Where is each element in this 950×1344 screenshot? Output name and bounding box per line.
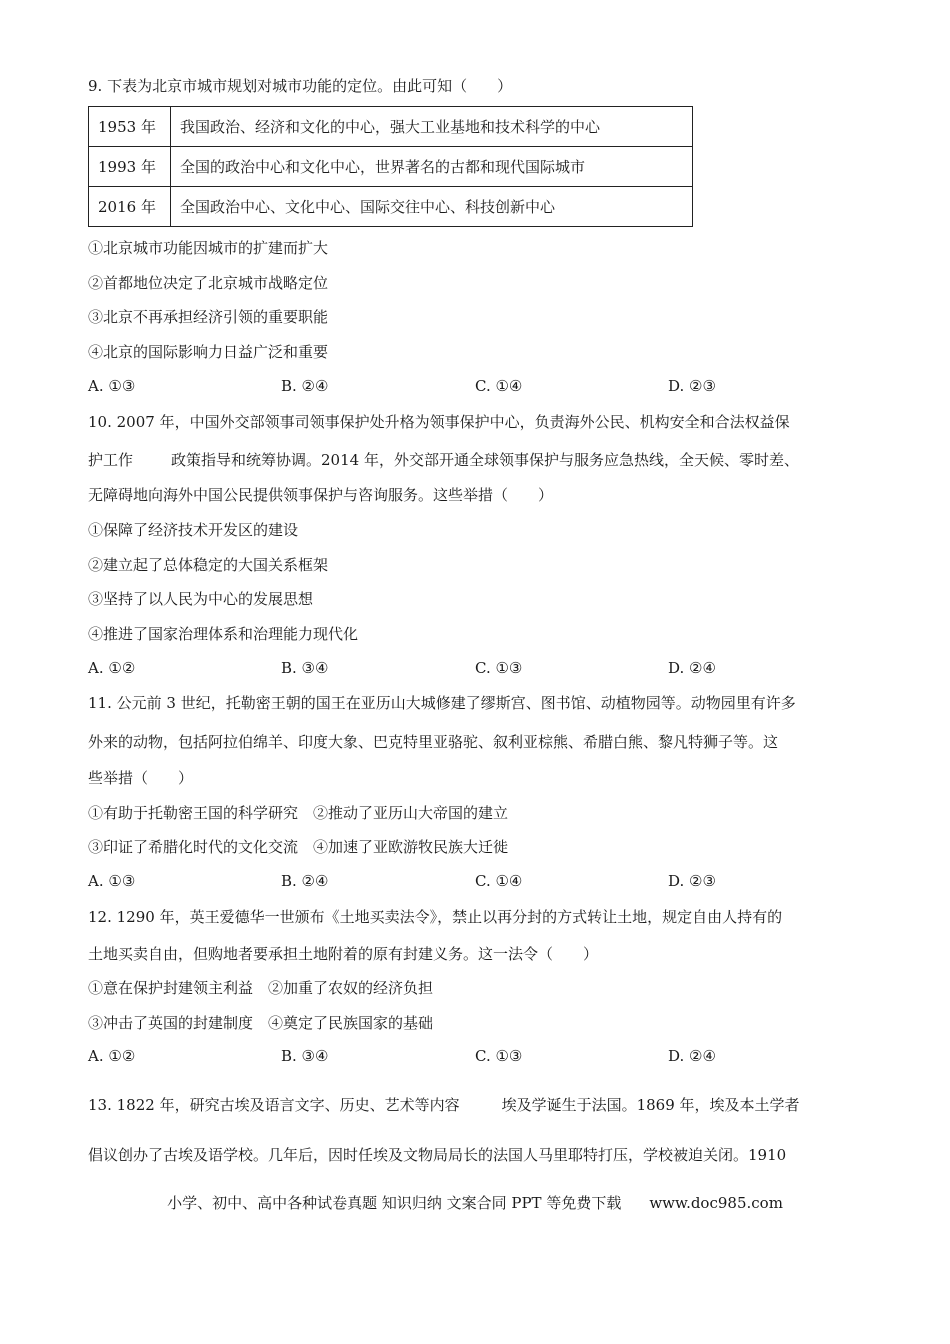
- q10-item-4: ④推进了国家治理体系和治理能力现代化: [88, 625, 359, 643]
- q12-item-3: ③冲击了英国的封建制度: [88, 1014, 254, 1032]
- q12-item-4: ④奠定了民族国家的基础: [268, 1014, 434, 1032]
- q10-stem-line-2: [88, 450, 799, 470]
- table-year-cell: 1953 年: [89, 107, 171, 147]
- table-year-cell: 2016 年: [89, 187, 171, 227]
- q10-stem-line-3: 无障碍地向海外中国公民提供领事保护与咨询服务。这些举措（ ）: [88, 486, 554, 504]
- q11-option-d[interactable]: D. ②③: [668, 872, 716, 890]
- q10-stem-line-2a: 护工作: [88, 451, 134, 469]
- q12-item-1: ①意在保护封建领主利益: [88, 979, 254, 997]
- q10-option-a[interactable]: A. ①②: [88, 659, 136, 677]
- q9-option-d[interactable]: D. ②③: [668, 377, 716, 395]
- table-year-cell: 1993 年: [89, 147, 171, 187]
- q11-item-4: ④加速了亚欧游牧民族大迁徙: [313, 838, 509, 856]
- q12-item-2: ②加重了农奴的经济负担: [268, 979, 434, 997]
- table-desc-cell: 全国政治中心、文化中心、国际交往中心、科技创新中心: [171, 187, 693, 227]
- q11-stem-line-3: 些举措（ ）: [88, 769, 194, 787]
- page-footer: [0, 1192, 950, 1213]
- q12-option-c[interactable]: C. ①③: [475, 1047, 523, 1065]
- footer-url[interactable]: www.doc985.com: [649, 1194, 783, 1212]
- q10-option-d[interactable]: D. ②④: [668, 659, 716, 677]
- q13-stem-line-1b: 埃及学诞生于法国。1869 年，埃及本土学者: [501, 1096, 800, 1114]
- q13-stem-line-1a: 13. 1822 年，研究古埃及语言文字、历史、艺术等内容: [88, 1096, 460, 1114]
- q9-item-2: ②首都地位决定了北京城市战略定位: [88, 274, 329, 292]
- q11-items-row-1: [88, 803, 508, 823]
- q12-stem-line-2: 土地买卖自由，但购地者要承担土地附着的原有封建义务。这一法令（ ）: [88, 945, 599, 963]
- q10-option-b[interactable]: B. ③④: [281, 659, 329, 677]
- q10-item-1: ①保障了经济技术开发区的建设: [88, 521, 299, 539]
- footer-text: 小学、初中、高中各种试卷真题 知识归纳 文案合同 PPT 等免费下载: [167, 1194, 622, 1212]
- q11-option-a[interactable]: A. ①③: [88, 872, 136, 890]
- q9-table: [88, 106, 693, 227]
- q11-stem-line-1: 11. 公元前 3 世纪，托勒密王朝的国王在亚历山大城修建了缪斯宫、图书馆、动植物园等。动物园里有许多: [88, 694, 796, 712]
- q10-option-c[interactable]: C. ①③: [475, 659, 523, 677]
- table-row: [89, 107, 693, 147]
- table-row: [89, 187, 693, 227]
- q12-items-row-2: [88, 1013, 433, 1033]
- q12-stem-line-1: 12. 1290 年，英王爱德华一世颁布《土地买卖法令》，禁止以再分封的方式转让土地，规定自由人持有的: [88, 908, 783, 926]
- q11-option-c[interactable]: C. ①④: [475, 872, 523, 890]
- q11-item-1: ①有助于托勒密王国的科学研究: [88, 804, 299, 822]
- table-desc-cell: 全国的政治中心和文化中心，世界著名的古都和现代国际城市: [171, 147, 693, 187]
- table-row: [89, 147, 693, 187]
- q9-option-a[interactable]: A. ①③: [88, 377, 136, 395]
- q9-item-1: ①北京城市功能因城市的扩建而扩大: [88, 239, 329, 257]
- q10-item-3: ③坚持了以人民为中心的发展思想: [88, 590, 314, 608]
- q11-item-3: ③印证了希腊化时代的文化交流: [88, 838, 299, 856]
- table-desc-cell: 我国政治、经济和文化的中心，强大工业基地和技术科学的中心: [171, 107, 693, 147]
- q10-stem-line-2b: 政策指导和统筹协调。2014 年，外交部开通全球领事保护与服务应急热线，全天候、零时差、: [171, 451, 799, 469]
- q12-option-d[interactable]: D. ②④: [668, 1047, 716, 1065]
- q12-option-a[interactable]: A. ①②: [88, 1047, 136, 1065]
- q9-item-4: ④北京的国际影响力日益广泛和重要: [88, 343, 329, 361]
- q10-stem-line-1: 10. 2007 年，中国外交部领事司领事保护处升格为领事保护中心，负责海外公民、机构安全和合法权益保: [88, 413, 790, 431]
- q9-stem: 9. 下表为北京市城市规划对城市功能的定位。由此可知（ ）: [88, 77, 513, 95]
- q13-stem-line-1: [88, 1095, 800, 1115]
- q13-stem-line-2: 倡议创办了古埃及语学校。几年后，因时任埃及文物局局长的法国人马里耶特打压，学校被迫关闭。1910: [88, 1146, 787, 1164]
- q9-item-3: ③北京不再承担经济引领的重要职能: [88, 308, 329, 326]
- q9-option-c[interactable]: C. ①④: [475, 377, 523, 395]
- q11-option-b[interactable]: B. ②④: [281, 872, 329, 890]
- q11-items-row-2: [88, 837, 508, 857]
- q11-item-2: ②推动了亚历山大帝国的建立: [313, 804, 509, 822]
- q12-items-row-1: [88, 978, 433, 998]
- q9-option-b[interactable]: B. ②④: [281, 377, 329, 395]
- q10-item-2: ②建立起了总体稳定的大国关系框架: [88, 556, 329, 574]
- q11-stem-line-2: 外来的动物，包括阿拉伯绵羊、印度大象、巴克特里亚骆驼、叙利亚棕熊、希腊白熊、黎凡特狮子等。这: [88, 733, 779, 751]
- q12-option-b[interactable]: B. ③④: [281, 1047, 329, 1065]
